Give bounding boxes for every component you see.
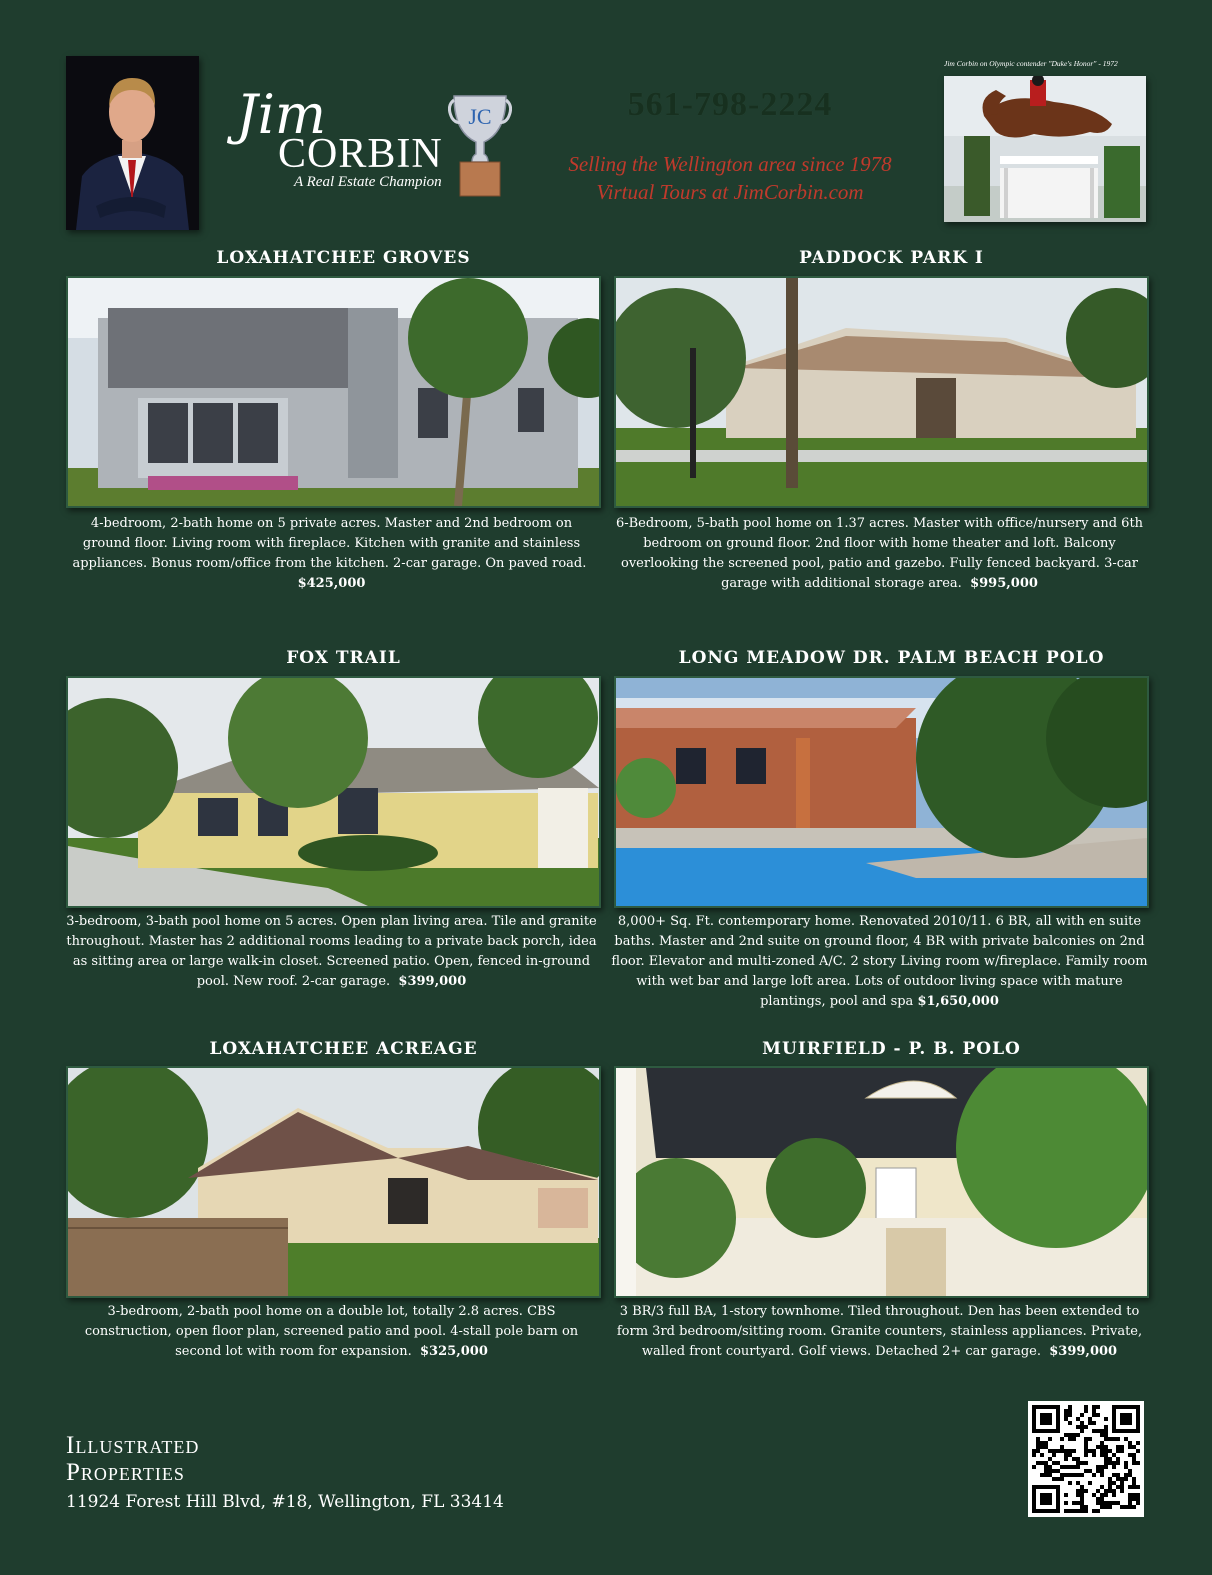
- listing-description: 3-bedroom, 3-bath pool home on 5 acres. Open plan living area. Tile and granite throughout. Master has 2 additional rooms leading to a private back porch, idea as sitting area or large walk-in closet. Screened patio. Open, fenced in-ground pool. New roof. 2-car garage. $399,000: [66, 914, 597, 989]
- qr-code[interactable]: [1028, 1401, 1144, 1517]
- tagline: [545, 150, 915, 206]
- listing-photo: [614, 276, 1149, 508]
- horse-jumping-photo: [944, 76, 1146, 222]
- listing-photo: [614, 1066, 1149, 1298]
- logo-tagline: A Real Estate Champion: [294, 174, 442, 190]
- listing-photo: [66, 676, 601, 908]
- listing-price: $325,000: [420, 1344, 488, 1359]
- listing-title: MUIRFIELD - P. B. POLO: [762, 1039, 1021, 1059]
- listing-title: LOXAHATCHEE GROVES: [216, 248, 471, 268]
- listing-photo: [66, 276, 601, 508]
- listing-description: 3-bedroom, 2-bath pool home on a double lot, totally 2.8 acres. CBS construction, open floor plan, screened patio and pool. 4-stall pole barn on second lot with room for expansion. $325,000: [84, 1304, 579, 1359]
- tagline-line-1: Selling the Wellington area since 1978: [568, 152, 892, 176]
- listing-title: PADDOCK PARK I: [799, 248, 984, 268]
- listing-price: $425,000: [297, 576, 366, 591]
- trophy-icon: [448, 92, 512, 198]
- listing-title: FOX TRAIL: [286, 648, 401, 668]
- listing-description: 3 BR/3 full BA, 1-story townhome. Tiled throughout. Den has been extended to form 3rd bedroom/sitting room. Granite counters, stainless appliances. Private, walled front courtyard. Golf views. Detached 2+ car garage. $399,000: [616, 1304, 1143, 1359]
- listing-price: $1,650,000: [917, 994, 999, 1009]
- brokerage-logo: [66, 1432, 199, 1486]
- listing-price: $399,000: [398, 974, 467, 989]
- agent-photo: [66, 56, 199, 230]
- logo-name: CORBIN: [278, 131, 443, 177]
- listing-photo: [614, 676, 1149, 908]
- listing-description: 8,000+ Sq. Ft. contemporary home. Renovated 2010/11. 6 BR, all with en suite baths. Master and 2nd suite on ground floor, 4 BR with private balconies on 2nd floor. Elevator and multi-zoned A/C. 2 story Living room w/fireplace. Family room with wet bar and large loft area. Lots of outdoor living space with mature plantings, pool and spa $1,650,000: [611, 914, 1148, 1009]
- listing-price: $995,000: [970, 576, 1038, 591]
- listing-title: LONG MEADOW DR. PALM BEACH POLO: [678, 648, 1105, 668]
- horse-photo-caption: Jim Corbin on Olympic contender "Duke's Honor" - 1972: [944, 59, 1118, 68]
- tagline-line-2[interactable]: Virtual Tours at JimCorbin.com: [596, 180, 864, 204]
- listing-description: 6-Bedroom, 5-bath pool home on 1.37 acres. Master with office/nursery and 6th bedroom on ground floor. 2nd floor with home theater and loft. Balcony overlooking the screened pool, patio and gazebo. Fully fenced backyard. 3-car garage with additional storage area. $995,000: [615, 516, 1144, 591]
- phone-number[interactable]: 561-798-2224: [627, 86, 833, 123]
- listing-title: LOXAHATCHEE ACREAGE: [209, 1039, 478, 1059]
- brand-line-2: Properties: [66, 1459, 185, 1486]
- listing-photo: [66, 1066, 601, 1298]
- listing-price: $399,000: [1049, 1344, 1118, 1359]
- svg-text:JC: JC: [468, 104, 492, 129]
- brand-line-1: Illustrated: [66, 1432, 200, 1459]
- listing-description: 4-bedroom, 2-bath home on 5 private acres. Master and 2nd bedroom on ground floor. Living room with fireplace. Kitchen with granite and stainless appliances. Bonus room/office from the kitchen. 2-car garage. On paved road. $425,000: [72, 516, 587, 591]
- logo-script: Jim: [236, 83, 327, 146]
- office-address: 11924 Forest Hill Blvd, #18, Wellington, FL 33414: [66, 1492, 504, 1512]
